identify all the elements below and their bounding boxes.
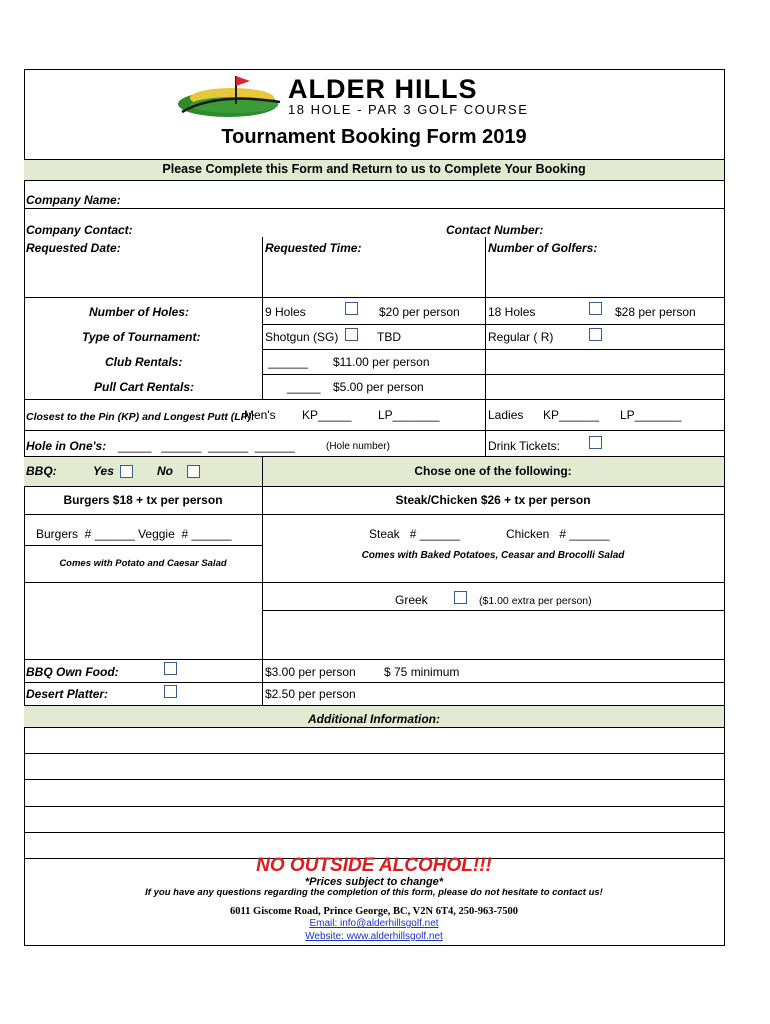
email-line: [24, 917, 724, 930]
bbq-own-food-label: BBQ Own Food:: [26, 665, 119, 679]
greek-checkbox[interactable]: [454, 591, 467, 604]
desert-platter-checkbox[interactable]: [164, 685, 177, 698]
burgers-title: Burgers $18 + tx per person: [63, 493, 223, 507]
tournament-type-label: Type of Tournament:: [82, 330, 201, 344]
pull-cart-price: $5.00 per person: [333, 380, 424, 394]
steak-quantity-line[interactable]: Steak # ______: [369, 527, 460, 541]
eighteen-holes-checkbox[interactable]: [589, 302, 602, 315]
number-of-holes-label: Number of Holes:: [89, 305, 190, 319]
club-rentals-blank[interactable]: ______: [268, 355, 309, 369]
page-title: Tournament Booking Form 2019: [221, 126, 527, 148]
greek-label: Greek: [395, 593, 428, 607]
bbq-no-checkbox[interactable]: [187, 465, 200, 478]
bbq-yes-label: Yes: [93, 464, 114, 478]
ladies-label: Ladies: [488, 408, 524, 422]
pull-cart-blank[interactable]: _____: [287, 380, 321, 394]
desert-platter-price: $2.50 per person: [265, 687, 356, 701]
nine-holes-price: $20 per person: [379, 305, 460, 319]
drink-tickets-label: Drink Tickets:: [488, 439, 561, 453]
eighteen-holes-price: $28 per person: [615, 305, 696, 319]
address-line: 6011 Giscome Road, Prince George, BC, V2N 6T4, 250-963-7500: [230, 906, 518, 917]
ladies-lp-field[interactable]: LP_______: [620, 408, 682, 422]
requested-date-label: Requested Date:: [26, 241, 121, 255]
greek-note: ($1.00 extra per person): [479, 595, 592, 607]
number-of-golfers-label: Number of Golfers:: [488, 241, 598, 255]
steak-title: Steak/Chicken $26 + tx per person: [395, 493, 591, 507]
bbq-own-food-checkbox[interactable]: [164, 662, 177, 675]
burgers-sides: Comes with Potato and Caesar Salad: [59, 558, 227, 569]
golf-hill-logo-icon: [176, 72, 286, 118]
nine-holes-checkbox[interactable]: [345, 302, 358, 315]
company-contact-label: Company Contact:: [26, 223, 133, 237]
questions-note: If you have any questions regarding the completion of this form, please do not hesitate to contact us!: [145, 887, 603, 898]
mens-kp-field[interactable]: KP_____: [302, 408, 352, 422]
ladies-kp-field[interactable]: KP______: [543, 408, 600, 422]
shotgun-note: TBD: [377, 330, 401, 344]
club-rentals-label: Club Rentals:: [105, 355, 183, 369]
company-name-label: Company Name:: [26, 193, 121, 207]
instruction-text: Please Complete this Form and Return to us to Complete Your Booking: [162, 162, 586, 176]
kp-lp-label: Closest to the Pin (KP) and Longest Putt (LP):: [26, 411, 255, 423]
regular-checkbox[interactable]: [589, 328, 602, 341]
hole-in-one-label: Hole in One's:: [26, 439, 107, 453]
mens-lp-field[interactable]: LP_______: [378, 408, 440, 422]
eighteen-holes-label: 18 Holes: [488, 305, 536, 319]
club-rentals-price: $11.00 per person: [333, 355, 430, 369]
email-link[interactable]: Email: info@alderhillsgolf.net: [309, 918, 439, 929]
contact-number-label: Contact Number:: [446, 223, 544, 237]
form-border: [24, 69, 725, 946]
website-link[interactable]: Website: www.alderhillsgolf.net: [305, 931, 443, 942]
logo-name: ALDER HILLS: [288, 74, 478, 104]
bbq-label: BBQ:: [26, 464, 57, 478]
shotgun-label: Shotgun (SG): [265, 330, 339, 344]
hole-in-one-blanks[interactable]: _____ ______ ______ ______: [118, 439, 295, 453]
prices-note: *Prices subject to change*: [304, 876, 444, 888]
nine-holes-label: 9 Holes: [265, 305, 306, 319]
requested-time-label: Requested Time:: [265, 241, 362, 255]
website-line: [24, 930, 724, 943]
shotgun-checkbox[interactable]: [345, 328, 358, 341]
logo: [176, 72, 576, 120]
own-food-minimum: $ 75 minimum: [384, 665, 460, 679]
regular-label: Regular ( R): [488, 330, 554, 344]
mens-label: Men's: [244, 408, 276, 422]
choose-one-heading: Chose one of the following:: [414, 464, 572, 478]
hole-number-note: (Hole number): [326, 441, 390, 452]
desert-platter-label: Desert Platter:: [26, 687, 109, 701]
pull-cart-label: Pull Cart Rentals:: [94, 380, 195, 394]
burgers-quantity-line[interactable]: Burgers # ______ Veggie # ______: [36, 527, 232, 541]
additional-info-heading: Additional Information:: [308, 712, 440, 726]
steak-sides: Comes with Baked Potatoes, Ceasar and Brocolli Salad: [361, 550, 625, 561]
bbq-yes-checkbox[interactable]: [120, 465, 133, 478]
chicken-quantity-line[interactable]: Chicken # ______: [506, 527, 610, 541]
no-alcohol-notice: NO OUTSIDE ALCOHOL!!!: [256, 855, 492, 876]
drink-tickets-checkbox[interactable]: [589, 436, 602, 449]
own-food-price: $3.00 per person: [265, 665, 356, 679]
bbq-no-label: No: [157, 464, 173, 478]
logo-tagline: 18 HOLE - PAR 3 GOLF COURSE: [288, 102, 529, 117]
